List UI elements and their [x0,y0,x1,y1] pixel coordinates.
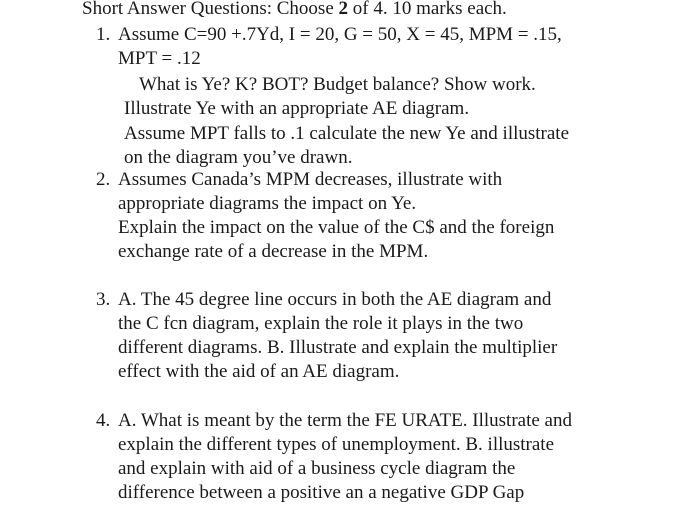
question-line: A. What is meant by the term the FE URATE. Illustrate and [118,410,572,431]
question-line: Assume MPT falls to .1 calculate the new Ye and illustrate [124,123,570,144]
question-line: Explain the impact on the value of the C$ and the foreign [118,217,555,238]
question-number: 1. [96,24,111,45]
question-line: appropriate diagrams the impact on Ye. [118,193,417,214]
question-line: on the diagram you’ve drawn. [124,147,353,168]
question-line: Assumes Canada’s MPM decreases, illustrate with [118,169,503,190]
question-line: Illustrate Ye with an appropriate AE diagram. [124,98,470,119]
question-line: effect with the aid of an AE diagram. [118,361,400,382]
heading-suffix: of 4. 10 marks each. [348,0,507,19]
question-line: What is Ye? K? BOT? Budget balance? Show work. [139,74,536,95]
heading-prefix: Short Answer Questions: Choose [82,0,339,19]
question-line: MPT = .12 [118,48,201,69]
question-line: the C fcn diagram, explain the role it plays in the two [118,313,524,334]
question-number: 4. [96,410,111,431]
question-line: exchange rate of a decrease in the MPM. [118,241,429,262]
question-line: different diagrams. B. Illustrate and explain the multiplier [118,337,558,358]
question-number: 3. [96,289,111,310]
question-line: explain the different types of unemployment. B. illustrate [118,434,555,455]
question-number: 2. [96,169,111,190]
heading-bold-count: 2 [338,0,348,19]
section-heading [82,0,507,21]
question-line: Assume C=90 +.7Yd, I = 20, G = 50, X = 45, MPM = .15, [118,24,562,45]
question-line: A. The 45 degree line occurs in both the AE diagram and [118,289,552,310]
question-line: and explain with aid of a business cycle diagram the [118,458,516,479]
question-line: difference between a positive an a negative GDP Gap [118,482,525,503]
